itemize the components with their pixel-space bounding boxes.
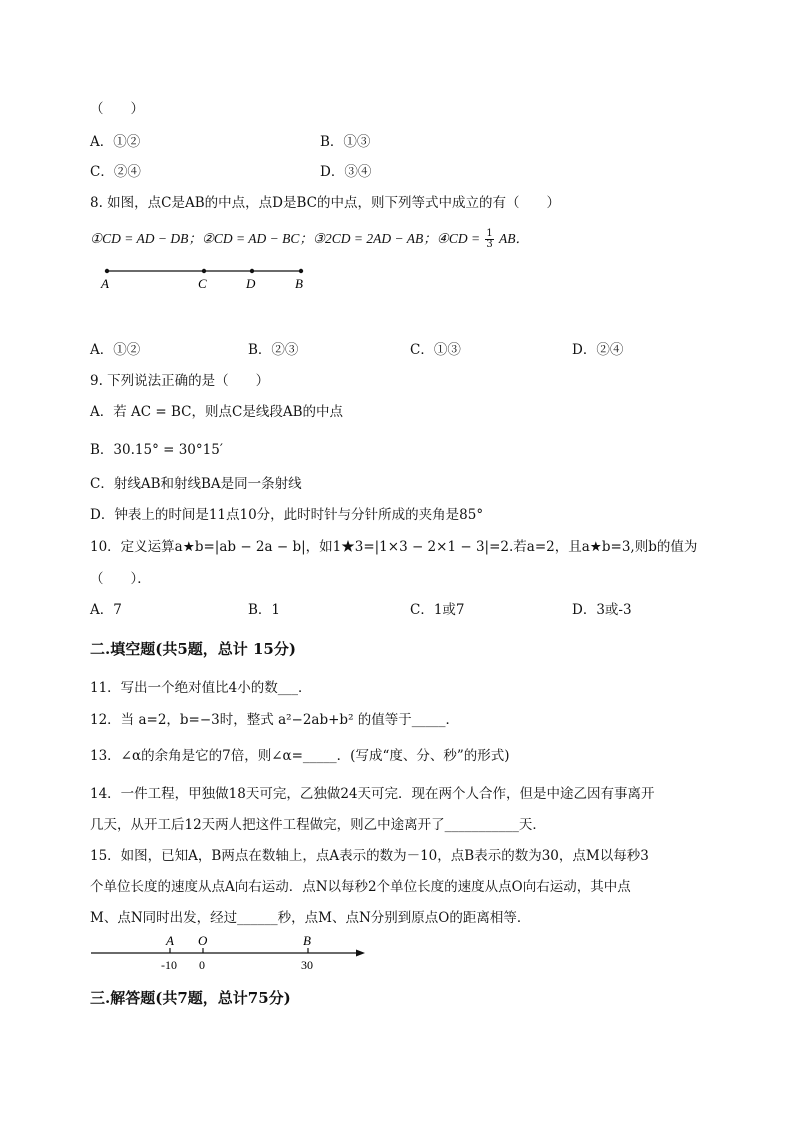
point-label-d: D [246,276,256,291]
q8-option-b: B．②③ [248,342,299,358]
q8-segment-figure [95,262,335,292]
point-label-c: C [198,276,207,291]
axis-label-b: B [303,933,311,948]
axis-label-a: A [166,933,174,948]
q7-option-b: B．①③ [320,134,371,150]
q9-option-a: A．若 AC = BC，则点C是线段AB的中点 [90,404,344,420]
q10-option-d: D．3或-3 [572,602,632,618]
q14-line-2: 几天，从开工后12天两人把这件工程做完，则乙中途离开了___________天． [90,817,546,833]
section-heading-fill-blank: 二.填空题(共5题，总计 15分) [90,640,296,658]
axis-value-30: 30 [301,958,313,970]
q12: 12．当 a=2，b=−3时，整式 a²−2ab+b² 的值等于_____． [90,712,460,728]
q9-option-d: D．钟表上的时间是11点10分，此时时针与分针所成的夹角是85° [90,507,484,523]
q13: 13．∠α的余角是它的7倍，则∠α=_____．(写成“度、分、秒”的形式) [90,748,510,764]
q9-stem: 9. 下列说法正确的是（ ） [90,373,270,389]
point-label-a: A [101,276,109,291]
q7-option-d: D．③④ [320,164,372,180]
q9-option-c: C．射线AB和射线BA是同一条射线 [90,476,302,492]
q8-option-c: C．①③ [410,342,461,358]
q10-option-a: A．7 [90,602,122,618]
q15-number-line [85,930,375,970]
q14-line-1: 14．一件工程，甲独做18天可完，乙独做24天可完．现在两个人合作，但是中途乙因有事离开 [90,786,655,802]
q8-option-a: A．①② [90,342,141,358]
section-heading-answer: 三.解答题(共7题，总计75分) [90,989,291,1007]
q10-stem: 10．定义运算a★b=|ab − 2a − b|，如1★3=|1×3 − 2×1 − 3|=2.若a=2，且a★b=3,则b的值为 [90,539,698,555]
q8-stem: 8. 如图，点C是AB的中点，点D是BC的中点，则下列等式中成立的有（ ） [90,195,560,211]
q10-stem-paren: （ ）． [90,571,151,587]
q7-answer-paren: （ ） [90,101,144,117]
q8-option-d: D．②④ [572,342,624,358]
one-third-fraction: $\frac{1}{3}$ [486,228,493,250]
axis-value-0: 0 [199,958,205,970]
q15-line-3: M、点N同时出发，经过______秒，点M、点N分别到原点O的距离相等． [90,910,531,926]
axis-value-neg10: -10 [161,958,177,970]
q15-line-2: 个单位长度的速度从点A向右运动．点N以每秒2个单位长度的速度从点O向右运动，其中点 [90,879,631,895]
q7-option-c: C．②④ [90,164,141,180]
q10-option-b: B．1 [248,602,281,618]
q9-option-b: B．30.15° = 30°15′ [90,442,223,458]
axis-label-o: O [198,933,208,948]
q7-option-a: A．①② [90,134,141,150]
q15-line-1: 15．如图，已知A，B两点在数轴上，点A表示的数为－10，点B表示的数为30，点M以每秒3 [90,848,649,864]
point-label-b: B [295,276,303,291]
q11: 11．写出一个绝对值比4小的数___． [90,680,312,696]
q8-equations: ①CD = AD − DB；②CD = AD − BC；③2CD = 2AD − AB；④CD = $\frac{1}{3}$ AB． [90,228,530,250]
q10-option-c: C．1或7 [410,602,465,618]
